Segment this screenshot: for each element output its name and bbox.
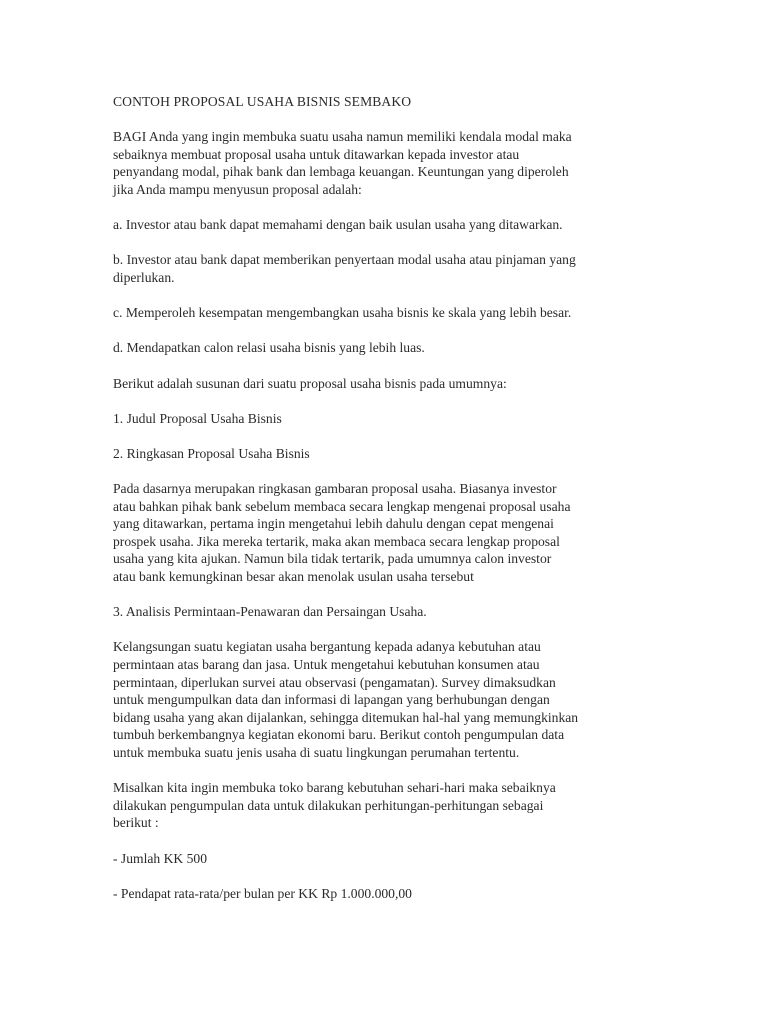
text-line: - Pendapat rata-rata/per bulan per KK Rp 1.000.000,00 <box>113 885 412 901</box>
paragraph <box>113 850 653 868</box>
text-line: jika Anda mampu menyusun proposal adalah: <box>113 181 362 197</box>
text-line: BAGI Anda yang ingin membuka suatu usaha namun memiliki kendala modal maka <box>113 129 572 145</box>
text-line: Kelangsungan suatu kegiatan usaha bergantung kepada adanya kebutuhan atau <box>113 639 541 655</box>
text-line: Berikut adalah susunan dari suatu proposal usaha bisnis pada umumnya: <box>113 375 507 391</box>
text-line: atau bank kemungkinan besar akan menolak usulan usaha tersebut <box>113 569 474 585</box>
text-line: dilakukan pengumpulan data untuk dilakukan perhitungan-perhitungan sebagai <box>113 797 544 813</box>
paragraph <box>113 480 653 586</box>
text-line: prospek usaha. Jika mereka tertarik, maka akan membaca secara lengkap proposal <box>113 533 560 549</box>
paragraph <box>113 410 653 428</box>
text-line: - Jumlah KK 500 <box>113 850 208 866</box>
text-line: untuk membuka suatu jenis usaha di suatu lingkungan perumahan tertentu. <box>113 744 520 760</box>
text-line: usaha yang kita ajukan. Namun bila tidak tertarik, pada umumnya calon investor <box>113 551 552 567</box>
text-line: permintaan, diperlukan survei atau observasi (pengamatan). Survey dimaksudkan <box>113 674 556 690</box>
paragraph <box>113 603 653 621</box>
paragraph <box>113 216 653 234</box>
text-line: Pada dasarnya merupakan ringkasan gambaran proposal usaha. Biasanya investor <box>113 481 557 497</box>
paragraph <box>113 251 653 286</box>
text-line: 2. Ringkasan Proposal Usaha Bisnis <box>113 445 310 461</box>
text-line: a. Investor atau bank dapat memahami dengan baik usulan usaha yang ditawarkan. <box>113 217 563 233</box>
text-line: berikut : <box>113 815 159 831</box>
paragraph-list <box>113 128 653 902</box>
text-line: b. Investor atau bank dapat memberikan penyertaan modal usaha atau pinjaman yang <box>113 252 576 268</box>
paragraph <box>113 339 653 357</box>
text-line: Misalkan kita ingin membuka toko barang kebutuhan sehari-hari maka sebaiknya <box>113 780 556 796</box>
text-line: permintaan atas barang dan jasa. Untuk mengetahui kebutuhan konsumen atau <box>113 657 540 672</box>
paragraph <box>113 638 653 761</box>
document-body <box>113 93 653 920</box>
text-line: bidang usaha yang akan dijalankan, sehingga ditemukan hal-hal yang memungkinkan <box>113 709 579 725</box>
text-line: yang ditawarkan, pertama ingin mengetahui lebih dahulu dengan cepat mengenai <box>113 516 554 532</box>
paragraph <box>113 445 653 463</box>
text-line: penyandang modal, pihak bank dan lembaga keuangan. Keuntungan yang diperoleh <box>113 164 569 180</box>
paragraph <box>113 128 653 198</box>
paragraph <box>113 885 653 903</box>
text-line: d. Mendapatkan calon relasi usaha bisnis yang lebih luas. <box>113 340 425 356</box>
paragraph <box>113 779 653 832</box>
text-line: atau bahkan pihak bank sebelum membaca secara lengkap mengenai proposal usaha <box>113 498 571 514</box>
text-line: untuk mengumpulkan data dan informasi di lapangan yang berhubungan dengan <box>113 692 550 708</box>
text-line: 1. Judul Proposal Usaha Bisnis <box>113 410 282 426</box>
paragraph <box>113 375 653 393</box>
text-line: sebaiknya membuat proposal usaha untuk ditawarkan kepada investor atau <box>113 146 520 162</box>
text-line: c. Memperoleh kesempatan mengembangkan usaha bisnis ke skala yang lebih besar. <box>113 305 572 321</box>
document-title: CONTOH PROPOSAL USAHA BISNIS SEMBAKO <box>113 94 412 109</box>
text-line: 3. Analisis Permintaan-Penawaran dan Persaingan Usaha. <box>113 604 427 620</box>
text-line: tumbuh berkembangnya kegiatan ekonomi baru. Berikut contoh pengumpulan data <box>113 727 565 743</box>
text-line: diperlukan. <box>113 269 175 285</box>
paragraph <box>113 304 653 322</box>
